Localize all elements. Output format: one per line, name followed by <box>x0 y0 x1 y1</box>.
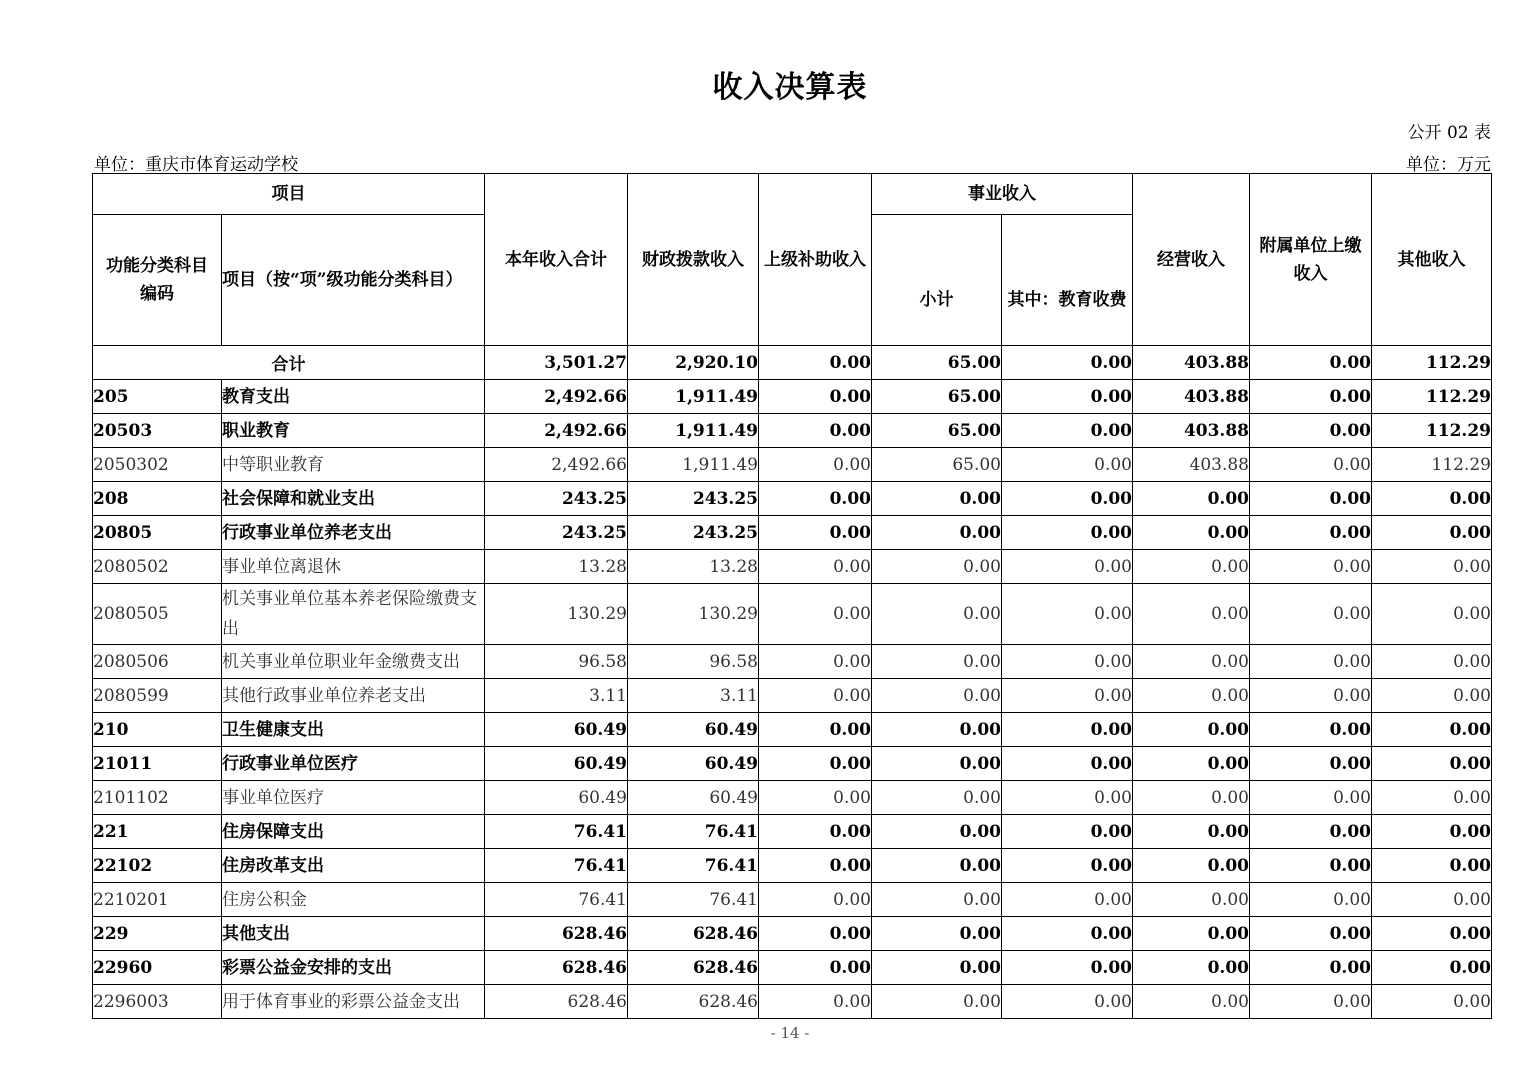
row-name: 行政事业单位养老支出 <box>222 516 485 550</box>
row-value-cell: 628.46 <box>485 985 628 1019</box>
row-value-cell: 65.00 <box>872 414 1002 448</box>
table-row <box>93 917 1492 951</box>
table-row <box>93 516 1492 550</box>
total-cell: 0.00 <box>1002 346 1133 380</box>
row-value-cell: 0.00 <box>759 917 872 951</box>
row-value-cell: 3.11 <box>628 679 759 713</box>
row-code: 2080502 <box>93 550 222 584</box>
table-row <box>93 550 1492 584</box>
row-value-cell: 0.00 <box>759 747 872 781</box>
row-value-cell: 112.29 <box>1372 380 1492 414</box>
row-value-cell: 0.00 <box>1372 747 1492 781</box>
row-code: 205 <box>93 380 222 414</box>
row-value-cell: 0.00 <box>1133 883 1250 917</box>
row-code: 2080599 <box>93 679 222 713</box>
table-row <box>93 883 1492 917</box>
row-value-cell: 403.88 <box>1133 380 1250 414</box>
row-value-cell: 0.00 <box>1002 679 1133 713</box>
row-value-cell: 0.00 <box>1372 781 1492 815</box>
row-value-cell: 65.00 <box>872 380 1002 414</box>
header-other: 其他收入 <box>1372 174 1492 346</box>
row-code: 2080505 <box>93 584 222 645</box>
row-value-cell: 0.00 <box>872 781 1002 815</box>
row-name: 中等职业教育 <box>222 448 485 482</box>
header-fiscal: 财政拨款收入 <box>628 174 759 346</box>
row-value-cell: 0.00 <box>872 883 1002 917</box>
table-row <box>93 414 1492 448</box>
row-name: 教育支出 <box>222 380 485 414</box>
income-table <box>92 173 1492 1019</box>
row-value-cell: 0.00 <box>872 985 1002 1019</box>
row-value-cell: 112.29 <box>1372 448 1492 482</box>
row-value-cell: 0.00 <box>759 380 872 414</box>
row-name: 住房公积金 <box>222 883 485 917</box>
total-cell: 0.00 <box>1250 346 1372 380</box>
row-code: 21011 <box>93 747 222 781</box>
row-name: 其他行政事业单位养老支出 <box>222 679 485 713</box>
row-value-cell: 0.00 <box>1372 482 1492 516</box>
row-value-cell: 0.00 <box>1250 645 1372 679</box>
row-value-cell: 0.00 <box>1002 550 1133 584</box>
row-value-cell: 0.00 <box>759 679 872 713</box>
row-value-cell: 0.00 <box>1372 951 1492 985</box>
row-value-cell: 60.49 <box>628 781 759 815</box>
row-value-cell: 0.00 <box>759 713 872 747</box>
row-value-cell: 0.00 <box>759 951 872 985</box>
header-business-group: 事业收入 <box>872 174 1133 215</box>
row-value-cell: 0.00 <box>1250 985 1372 1019</box>
row-value-cell: 60.49 <box>485 747 628 781</box>
row-value-cell: 0.00 <box>1372 679 1492 713</box>
row-value-cell: 0.00 <box>1002 849 1133 883</box>
table-row <box>93 713 1492 747</box>
header-func-code: 功能分类科目编码 <box>93 215 222 346</box>
row-value-cell: 628.46 <box>628 951 759 985</box>
row-code: 22960 <box>93 951 222 985</box>
total-cell: 112.29 <box>1372 346 1492 380</box>
row-value-cell: 403.88 <box>1133 414 1250 448</box>
row-value-cell: 0.00 <box>1372 985 1492 1019</box>
row-name: 职业教育 <box>222 414 485 448</box>
row-value-cell: 1,911.49 <box>628 448 759 482</box>
row-code: 20805 <box>93 516 222 550</box>
row-value-cell: 0.00 <box>759 815 872 849</box>
row-value-cell: 243.25 <box>485 482 628 516</box>
unit-currency: 单位：万元 <box>1406 155 1491 175</box>
row-value-cell: 628.46 <box>628 985 759 1019</box>
row-value-cell: 0.00 <box>1002 380 1133 414</box>
row-value-cell: 0.00 <box>1002 815 1133 849</box>
row-value-cell: 0.00 <box>759 550 872 584</box>
row-value-cell: 0.00 <box>1002 951 1133 985</box>
row-code: 2296003 <box>93 985 222 1019</box>
row-value-cell: 65.00 <box>872 448 1002 482</box>
row-value-cell: 76.41 <box>485 883 628 917</box>
row-value-cell: 628.46 <box>628 917 759 951</box>
table-row <box>93 951 1492 985</box>
row-value-cell: 0.00 <box>759 645 872 679</box>
row-name: 彩票公益金安排的支出 <box>222 951 485 985</box>
row-value-cell: 2,492.66 <box>485 414 628 448</box>
total-row <box>93 346 1492 380</box>
page-title: 收入决算表 <box>712 70 868 105</box>
row-value-cell: 0.00 <box>1372 713 1492 747</box>
row-name: 住房改革支出 <box>222 849 485 883</box>
table-row <box>93 849 1492 883</box>
header-subtotal: 小计 <box>872 215 1002 346</box>
total-label: 合计 <box>93 346 485 380</box>
table-row <box>93 482 1492 516</box>
row-value-cell: 0.00 <box>1002 448 1133 482</box>
row-code: 221 <box>93 815 222 849</box>
row-value-cell: 76.41 <box>485 815 628 849</box>
table-row <box>93 645 1492 679</box>
row-value-cell: 0.00 <box>1250 550 1372 584</box>
row-value-cell: 0.00 <box>1133 951 1250 985</box>
row-value-cell: 0.00 <box>1250 781 1372 815</box>
row-value-cell: 0.00 <box>1133 679 1250 713</box>
row-value-cell: 60.49 <box>485 781 628 815</box>
row-value-cell: 96.58 <box>628 645 759 679</box>
row-value-cell: 243.25 <box>485 516 628 550</box>
row-value-cell: 0.00 <box>1133 516 1250 550</box>
row-value-cell: 0.00 <box>1133 781 1250 815</box>
row-value-cell: 60.49 <box>628 713 759 747</box>
row-value-cell: 0.00 <box>1133 645 1250 679</box>
row-value-cell: 0.00 <box>1002 883 1133 917</box>
row-value-cell: 628.46 <box>485 917 628 951</box>
table-row <box>93 781 1492 815</box>
row-value-cell: 0.00 <box>1002 516 1133 550</box>
total-cell: 0.00 <box>759 346 872 380</box>
row-value-cell: 0.00 <box>1002 482 1133 516</box>
row-value-cell: 0.00 <box>1002 985 1133 1019</box>
row-value-cell: 2,492.66 <box>485 448 628 482</box>
header-operating: 经营收入 <box>1133 174 1250 346</box>
row-value-cell: 0.00 <box>1002 584 1133 645</box>
row-name: 行政事业单位医疗 <box>222 747 485 781</box>
row-value-cell: 0.00 <box>759 584 872 645</box>
total-cell: 403.88 <box>1133 346 1250 380</box>
table-row <box>93 985 1492 1019</box>
table-row <box>93 747 1492 781</box>
row-value-cell: 0.00 <box>1002 713 1133 747</box>
row-value-cell: 2,492.66 <box>485 380 628 414</box>
row-value-cell: 13.28 <box>628 550 759 584</box>
row-code: 2050302 <box>93 448 222 482</box>
row-value-cell: 0.00 <box>1250 482 1372 516</box>
row-value-cell: 60.49 <box>485 713 628 747</box>
row-value-cell: 0.00 <box>759 516 872 550</box>
row-value-cell: 0.00 <box>1002 414 1133 448</box>
page-number: - 14 - <box>770 1024 810 1042</box>
form-number: 公开 02 表 <box>1407 123 1491 143</box>
row-value-cell: 0.00 <box>872 550 1002 584</box>
row-value-cell: 0.00 <box>1250 747 1372 781</box>
table-row <box>93 448 1492 482</box>
row-name: 社会保障和就业支出 <box>222 482 485 516</box>
row-value-cell: 0.00 <box>872 584 1002 645</box>
row-value-cell: 0.00 <box>1372 883 1492 917</box>
row-code: 210 <box>93 713 222 747</box>
total-cell: 65.00 <box>872 346 1002 380</box>
row-value-cell: 0.00 <box>1002 917 1133 951</box>
table-row <box>93 815 1492 849</box>
table-row <box>93 584 1492 645</box>
row-code: 22102 <box>93 849 222 883</box>
row-name: 事业单位离退休 <box>222 550 485 584</box>
row-value-cell: 0.00 <box>1133 482 1250 516</box>
total-cell: 2,920.10 <box>628 346 759 380</box>
row-value-cell: 0.00 <box>1133 550 1250 584</box>
row-value-cell: 76.41 <box>485 849 628 883</box>
row-code: 2080506 <box>93 645 222 679</box>
row-value-cell: 60.49 <box>628 747 759 781</box>
row-value-cell: 13.28 <box>485 550 628 584</box>
header-total-income: 本年收入合计 <box>485 174 628 346</box>
row-value-cell: 0.00 <box>872 815 1002 849</box>
row-value-cell: 243.25 <box>628 482 759 516</box>
row-value-cell: 76.41 <box>628 815 759 849</box>
row-value-cell: 1,911.49 <box>628 380 759 414</box>
row-value-cell: 0.00 <box>759 482 872 516</box>
row-value-cell: 0.00 <box>872 849 1002 883</box>
row-value-cell: 0.00 <box>1250 414 1372 448</box>
row-value-cell: 0.00 <box>1133 849 1250 883</box>
row-value-cell: 0.00 <box>759 414 872 448</box>
row-value-cell: 96.58 <box>485 645 628 679</box>
row-name: 事业单位医疗 <box>222 781 485 815</box>
row-value-cell: 0.00 <box>1133 917 1250 951</box>
row-value-cell: 0.00 <box>872 951 1002 985</box>
row-value-cell: 0.00 <box>1133 747 1250 781</box>
table-row <box>93 679 1492 713</box>
row-name: 卫生健康支出 <box>222 713 485 747</box>
row-value-cell: 0.00 <box>1250 951 1372 985</box>
row-name: 用于体育事业的彩票公益金支出 <box>222 985 485 1019</box>
row-name: 机关事业单位职业年金缴费支出 <box>222 645 485 679</box>
row-value-cell: 0.00 <box>1372 917 1492 951</box>
row-value-cell: 0.00 <box>759 781 872 815</box>
row-value-cell: 0.00 <box>759 849 872 883</box>
row-value-cell: 0.00 <box>1372 815 1492 849</box>
row-value-cell: 0.00 <box>759 883 872 917</box>
row-name: 其他支出 <box>222 917 485 951</box>
row-value-cell: 0.00 <box>1002 747 1133 781</box>
row-value-cell: 76.41 <box>628 883 759 917</box>
row-value-cell: 0.00 <box>1002 645 1133 679</box>
row-value-cell: 403.88 <box>1133 448 1250 482</box>
row-value-cell: 0.00 <box>1250 516 1372 550</box>
row-code: 20503 <box>93 414 222 448</box>
row-value-cell: 628.46 <box>485 951 628 985</box>
row-value-cell: 0.00 <box>872 917 1002 951</box>
row-value-cell: 0.00 <box>1372 849 1492 883</box>
row-value-cell: 0.00 <box>1372 645 1492 679</box>
row-name: 机关事业单位基本养老保险缴费支出 <box>222 584 485 645</box>
row-value-cell: 0.00 <box>1372 584 1492 645</box>
row-value-cell: 130.29 <box>485 584 628 645</box>
row-value-cell: 243.25 <box>628 516 759 550</box>
row-value-cell: 0.00 <box>759 448 872 482</box>
row-value-cell: 0.00 <box>1372 516 1492 550</box>
row-value-cell: 0.00 <box>872 747 1002 781</box>
row-value-cell: 0.00 <box>1250 380 1372 414</box>
row-value-cell: 1,911.49 <box>628 414 759 448</box>
row-value-cell: 0.00 <box>1250 713 1372 747</box>
header-item-name: 项目（按“项”级功能分类科目） <box>222 215 485 346</box>
row-value-cell: 0.00 <box>872 645 1002 679</box>
row-value-cell: 0.00 <box>1250 883 1372 917</box>
row-code: 208 <box>93 482 222 516</box>
unit-organization: 单位：重庆市体育运动学校 <box>94 155 298 175</box>
row-code: 2210201 <box>93 883 222 917</box>
row-value-cell: 0.00 <box>1133 985 1250 1019</box>
row-value-cell: 0.00 <box>1133 815 1250 849</box>
row-value-cell: 0.00 <box>1133 584 1250 645</box>
row-value-cell: 112.29 <box>1372 414 1492 448</box>
row-value-cell: 3.11 <box>485 679 628 713</box>
row-value-cell: 0.00 <box>1372 550 1492 584</box>
row-value-cell: 0.00 <box>872 516 1002 550</box>
header-project-group: 项目 <box>93 174 485 215</box>
row-code: 229 <box>93 917 222 951</box>
row-value-cell: 0.00 <box>1250 849 1372 883</box>
row-value-cell: 0.00 <box>1133 713 1250 747</box>
row-value-cell: 0.00 <box>1002 781 1133 815</box>
row-value-cell: 0.00 <box>759 985 872 1019</box>
row-value-cell: 0.00 <box>1250 448 1372 482</box>
total-cell: 3,501.27 <box>485 346 628 380</box>
row-value-cell: 0.00 <box>1250 584 1372 645</box>
row-value-cell: 0.00 <box>872 713 1002 747</box>
header-upper-subsidy: 上级补助收入 <box>759 174 872 346</box>
row-value-cell: 0.00 <box>872 482 1002 516</box>
row-value-cell: 0.00 <box>1250 679 1372 713</box>
header-edu-fee: 其中：教育收费 <box>1002 215 1133 346</box>
row-code: 2101102 <box>93 781 222 815</box>
header-affiliated: 附属单位上缴收入 <box>1250 174 1372 346</box>
row-value-cell: 0.00 <box>1250 815 1372 849</box>
row-value-cell: 0.00 <box>872 679 1002 713</box>
row-name: 住房保障支出 <box>222 815 485 849</box>
row-value-cell: 130.29 <box>628 584 759 645</box>
row-value-cell: 0.00 <box>1250 917 1372 951</box>
row-value-cell: 76.41 <box>628 849 759 883</box>
table-row <box>93 380 1492 414</box>
